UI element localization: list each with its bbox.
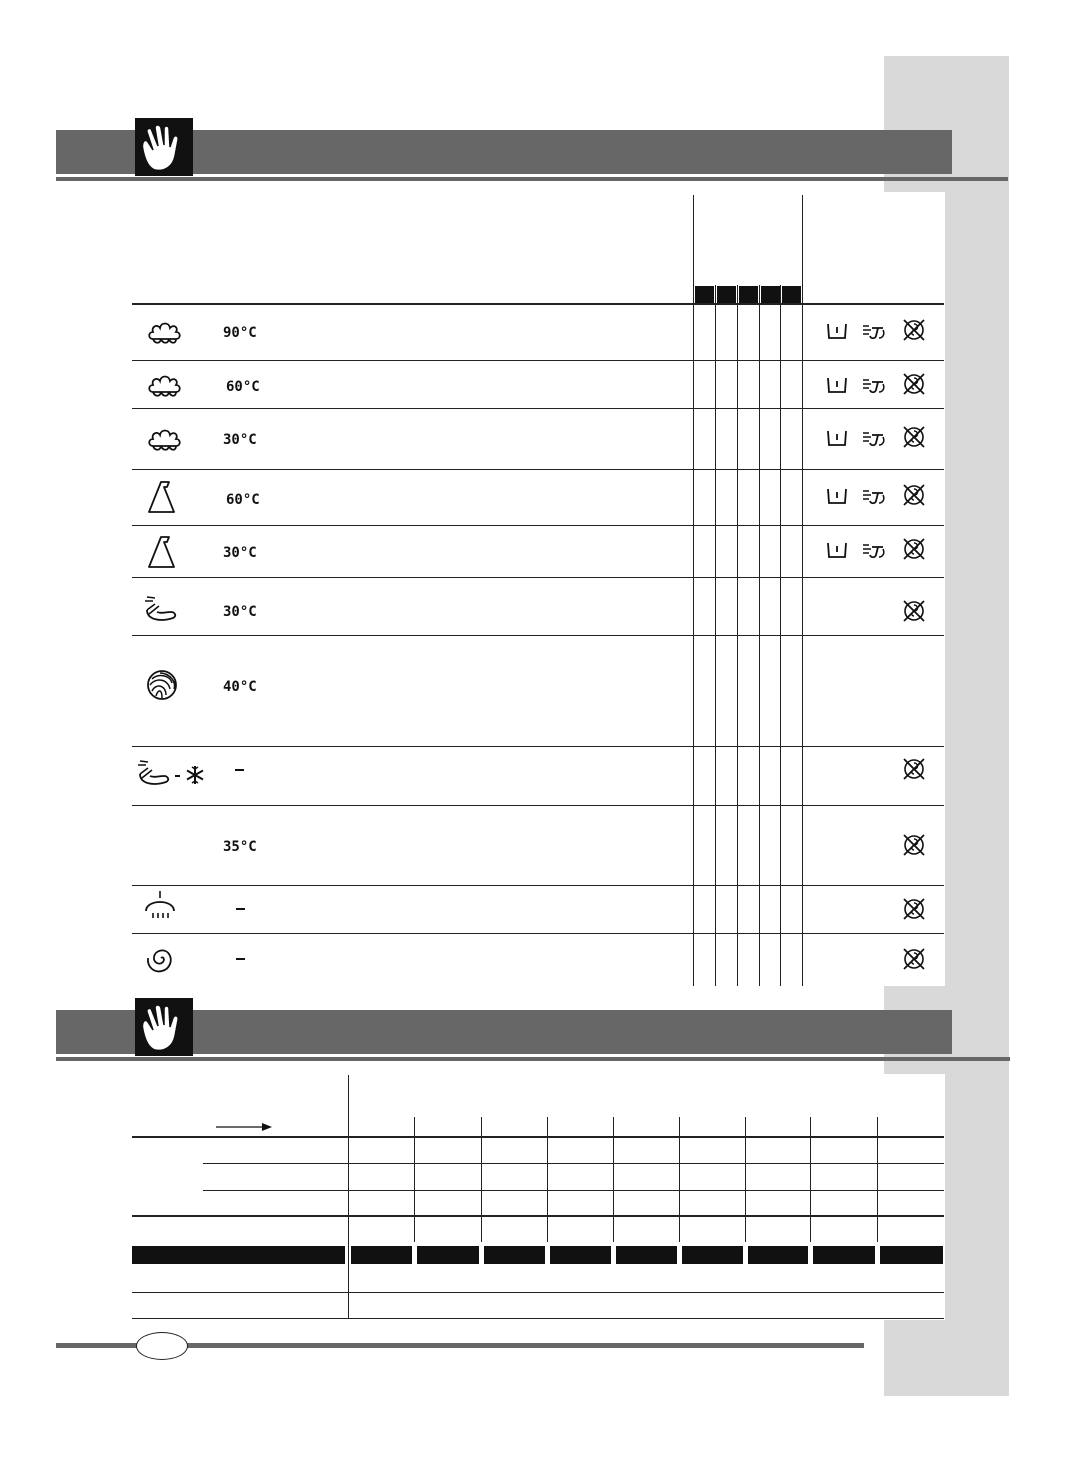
- row-temperature: 90°C: [223, 325, 257, 341]
- dash-separator: [175, 775, 180, 777]
- cotton-icon: [147, 424, 183, 454]
- table-band-cell: [748, 1246, 808, 1264]
- row-divider: [132, 805, 944, 806]
- compartment-header: [717, 286, 736, 303]
- table-header-rule: [132, 303, 944, 305]
- compartment-header: [739, 286, 758, 303]
- table-band-cell: [484, 1246, 545, 1264]
- col-divider: [802, 195, 803, 986]
- table-header-rule: [132, 1136, 944, 1138]
- rinse-hold-icon: [861, 320, 887, 342]
- row-divider: [132, 746, 944, 747]
- row-divider: [132, 408, 944, 409]
- row-divider: [132, 1215, 944, 1217]
- row-temperature: 60°C: [226, 492, 260, 508]
- compartment-header: [695, 286, 714, 303]
- cotton-icon: [147, 370, 183, 400]
- consumption-table: [120, 1074, 945, 1320]
- row-divider: [132, 933, 944, 934]
- row-divider: [132, 577, 944, 578]
- synthetic-icon: [147, 478, 177, 516]
- col-divider: [348, 1075, 349, 1319]
- no-spin-icon: [902, 833, 926, 857]
- no-spin-icon: [902, 947, 926, 971]
- wool-icon: [146, 669, 179, 702]
- row-divider: [132, 525, 944, 526]
- prewash-icon: [826, 322, 848, 340]
- synthetic-icon: [147, 533, 177, 571]
- row-divider: [132, 635, 944, 636]
- hand-wash-icon: [143, 592, 179, 624]
- table-band-cell: [880, 1246, 943, 1264]
- no-spin-icon: [902, 897, 926, 921]
- snowflake-icon: [186, 766, 204, 784]
- rinse-hold-icon: [861, 374, 887, 396]
- row-temperature: 30°C: [223, 604, 257, 620]
- hand-icon: [135, 118, 193, 176]
- prewash-icon: [826, 541, 848, 559]
- program-table: [120, 192, 945, 986]
- row-temperature: 40°C: [223, 679, 257, 695]
- page-number-badge: [136, 1332, 188, 1360]
- row-divider: [132, 1318, 944, 1319]
- row-temperature: 30°C: [223, 432, 257, 448]
- no-spin-icon: [902, 318, 926, 342]
- compartment-header: [782, 286, 801, 303]
- prewash-icon: [826, 487, 848, 505]
- section-rule: [56, 177, 1008, 181]
- table-band-cell: [682, 1246, 743, 1264]
- col-divider: [693, 195, 694, 986]
- arrow-right-icon: [216, 1120, 274, 1134]
- prewash-icon: [826, 376, 848, 394]
- table-band-cell: [417, 1246, 479, 1264]
- hand-icon: [135, 998, 193, 1056]
- no-spin-icon: [902, 757, 926, 781]
- no-spin-icon: [902, 599, 926, 623]
- no-spin-icon: [902, 425, 926, 449]
- row-divider: [203, 1163, 944, 1164]
- row-divider: [132, 360, 944, 361]
- rinse-hold-icon: [861, 427, 887, 449]
- rinse-hold-icon: [861, 485, 887, 507]
- row-temperature: 35°C: [223, 839, 257, 855]
- table-band-cell: [813, 1246, 875, 1264]
- row-temperature: 30°C: [223, 545, 257, 561]
- table-band-cell: [616, 1246, 677, 1264]
- row-divider: [203, 1190, 944, 1191]
- spin-icon: [145, 942, 177, 976]
- row-divider: [132, 469, 944, 470]
- table-band-cell: [351, 1246, 412, 1264]
- row-temperature: [235, 769, 244, 771]
- prewash-icon: [826, 429, 848, 447]
- row-divider: [132, 885, 944, 886]
- row-temperature: 60°C: [226, 379, 260, 395]
- table-band-cell: [550, 1246, 611, 1264]
- row-divider: [132, 1292, 944, 1293]
- compartment-header: [761, 286, 780, 303]
- cotton-icon: [147, 317, 183, 347]
- no-spin-icon: [902, 483, 926, 507]
- row-temperature: [236, 958, 245, 960]
- rinse-hold-icon: [861, 539, 887, 561]
- table-band-label: [132, 1246, 345, 1264]
- no-spin-icon: [902, 372, 926, 396]
- hand-wash-icon: [136, 756, 172, 788]
- section-rule: [56, 1057, 1010, 1061]
- no-spin-icon: [902, 537, 926, 561]
- rinse-icon: [143, 889, 177, 921]
- row-temperature: [236, 908, 245, 910]
